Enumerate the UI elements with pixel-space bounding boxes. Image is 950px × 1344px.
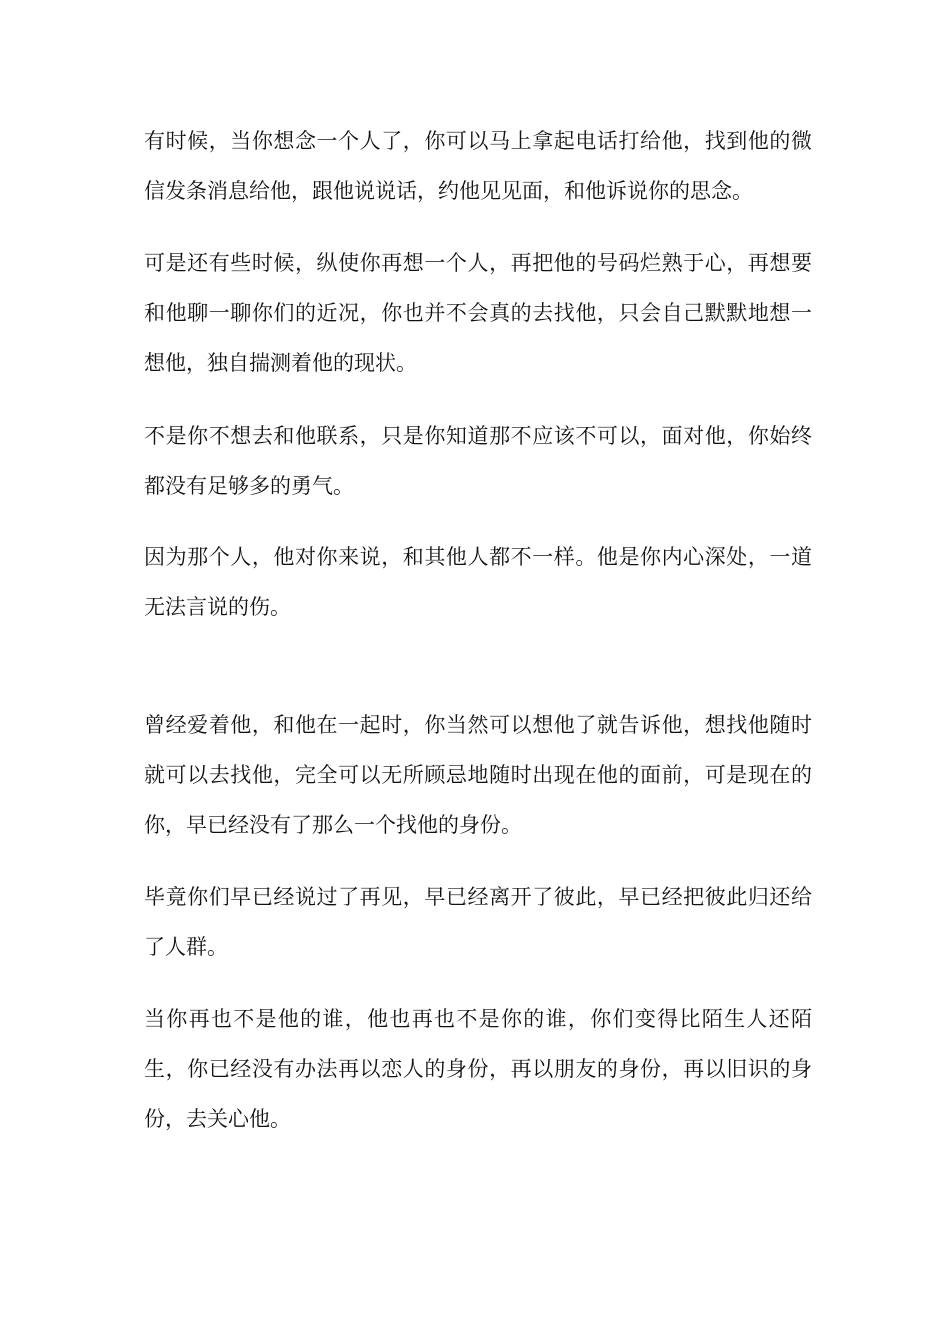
paragraph-6: 毕竟你们早已经说过了再见，早已经离开了彼此，早已经把彼此归还给了人群。 (144, 885, 812, 959)
paragraph-7: 当你再也不是他的谁，他也再也不是你的谁，你们变得比陌生人还陌生，你已经没有办法再以恋人的身份，再以朋友的身份，再以旧识的身份，去关心他。 (144, 1007, 812, 1131)
paragraph-5: 曾经爱着他，和他在一起时，你当然可以想他了就告诉他，想找他随时就可以去找他，完全可以无所顾忌地随时出现在他的面前，可是现在的你，早已经没有了那么一个找他的身份。 (144, 713, 812, 837)
paragraph-1: 有时候，当你想念一个人了，你可以马上拿起电话打给他，找到他的微信发条消息给他，跟他说说话，约他见见面，和他诉说你的思念。 (144, 129, 812, 203)
paragraph-3: 不是你不想去和他联系，只是你知道那不应该不可以，面对他，你始终都没有足够多的勇气。 (144, 424, 812, 498)
paragraph-4: 因为那个人，他对你来说，和其他人都不一样。他是你内心深处，一道无法言说的伤。 (144, 545, 812, 619)
paragraph-2: 可是还有些时候，纵使你再想一个人，再把他的号码烂熟于心，再想要和他聊一聊你们的近况，你也并不会真的去找他，只会自己默默地想一想他，独自揣测着他的现状。 (144, 251, 812, 375)
